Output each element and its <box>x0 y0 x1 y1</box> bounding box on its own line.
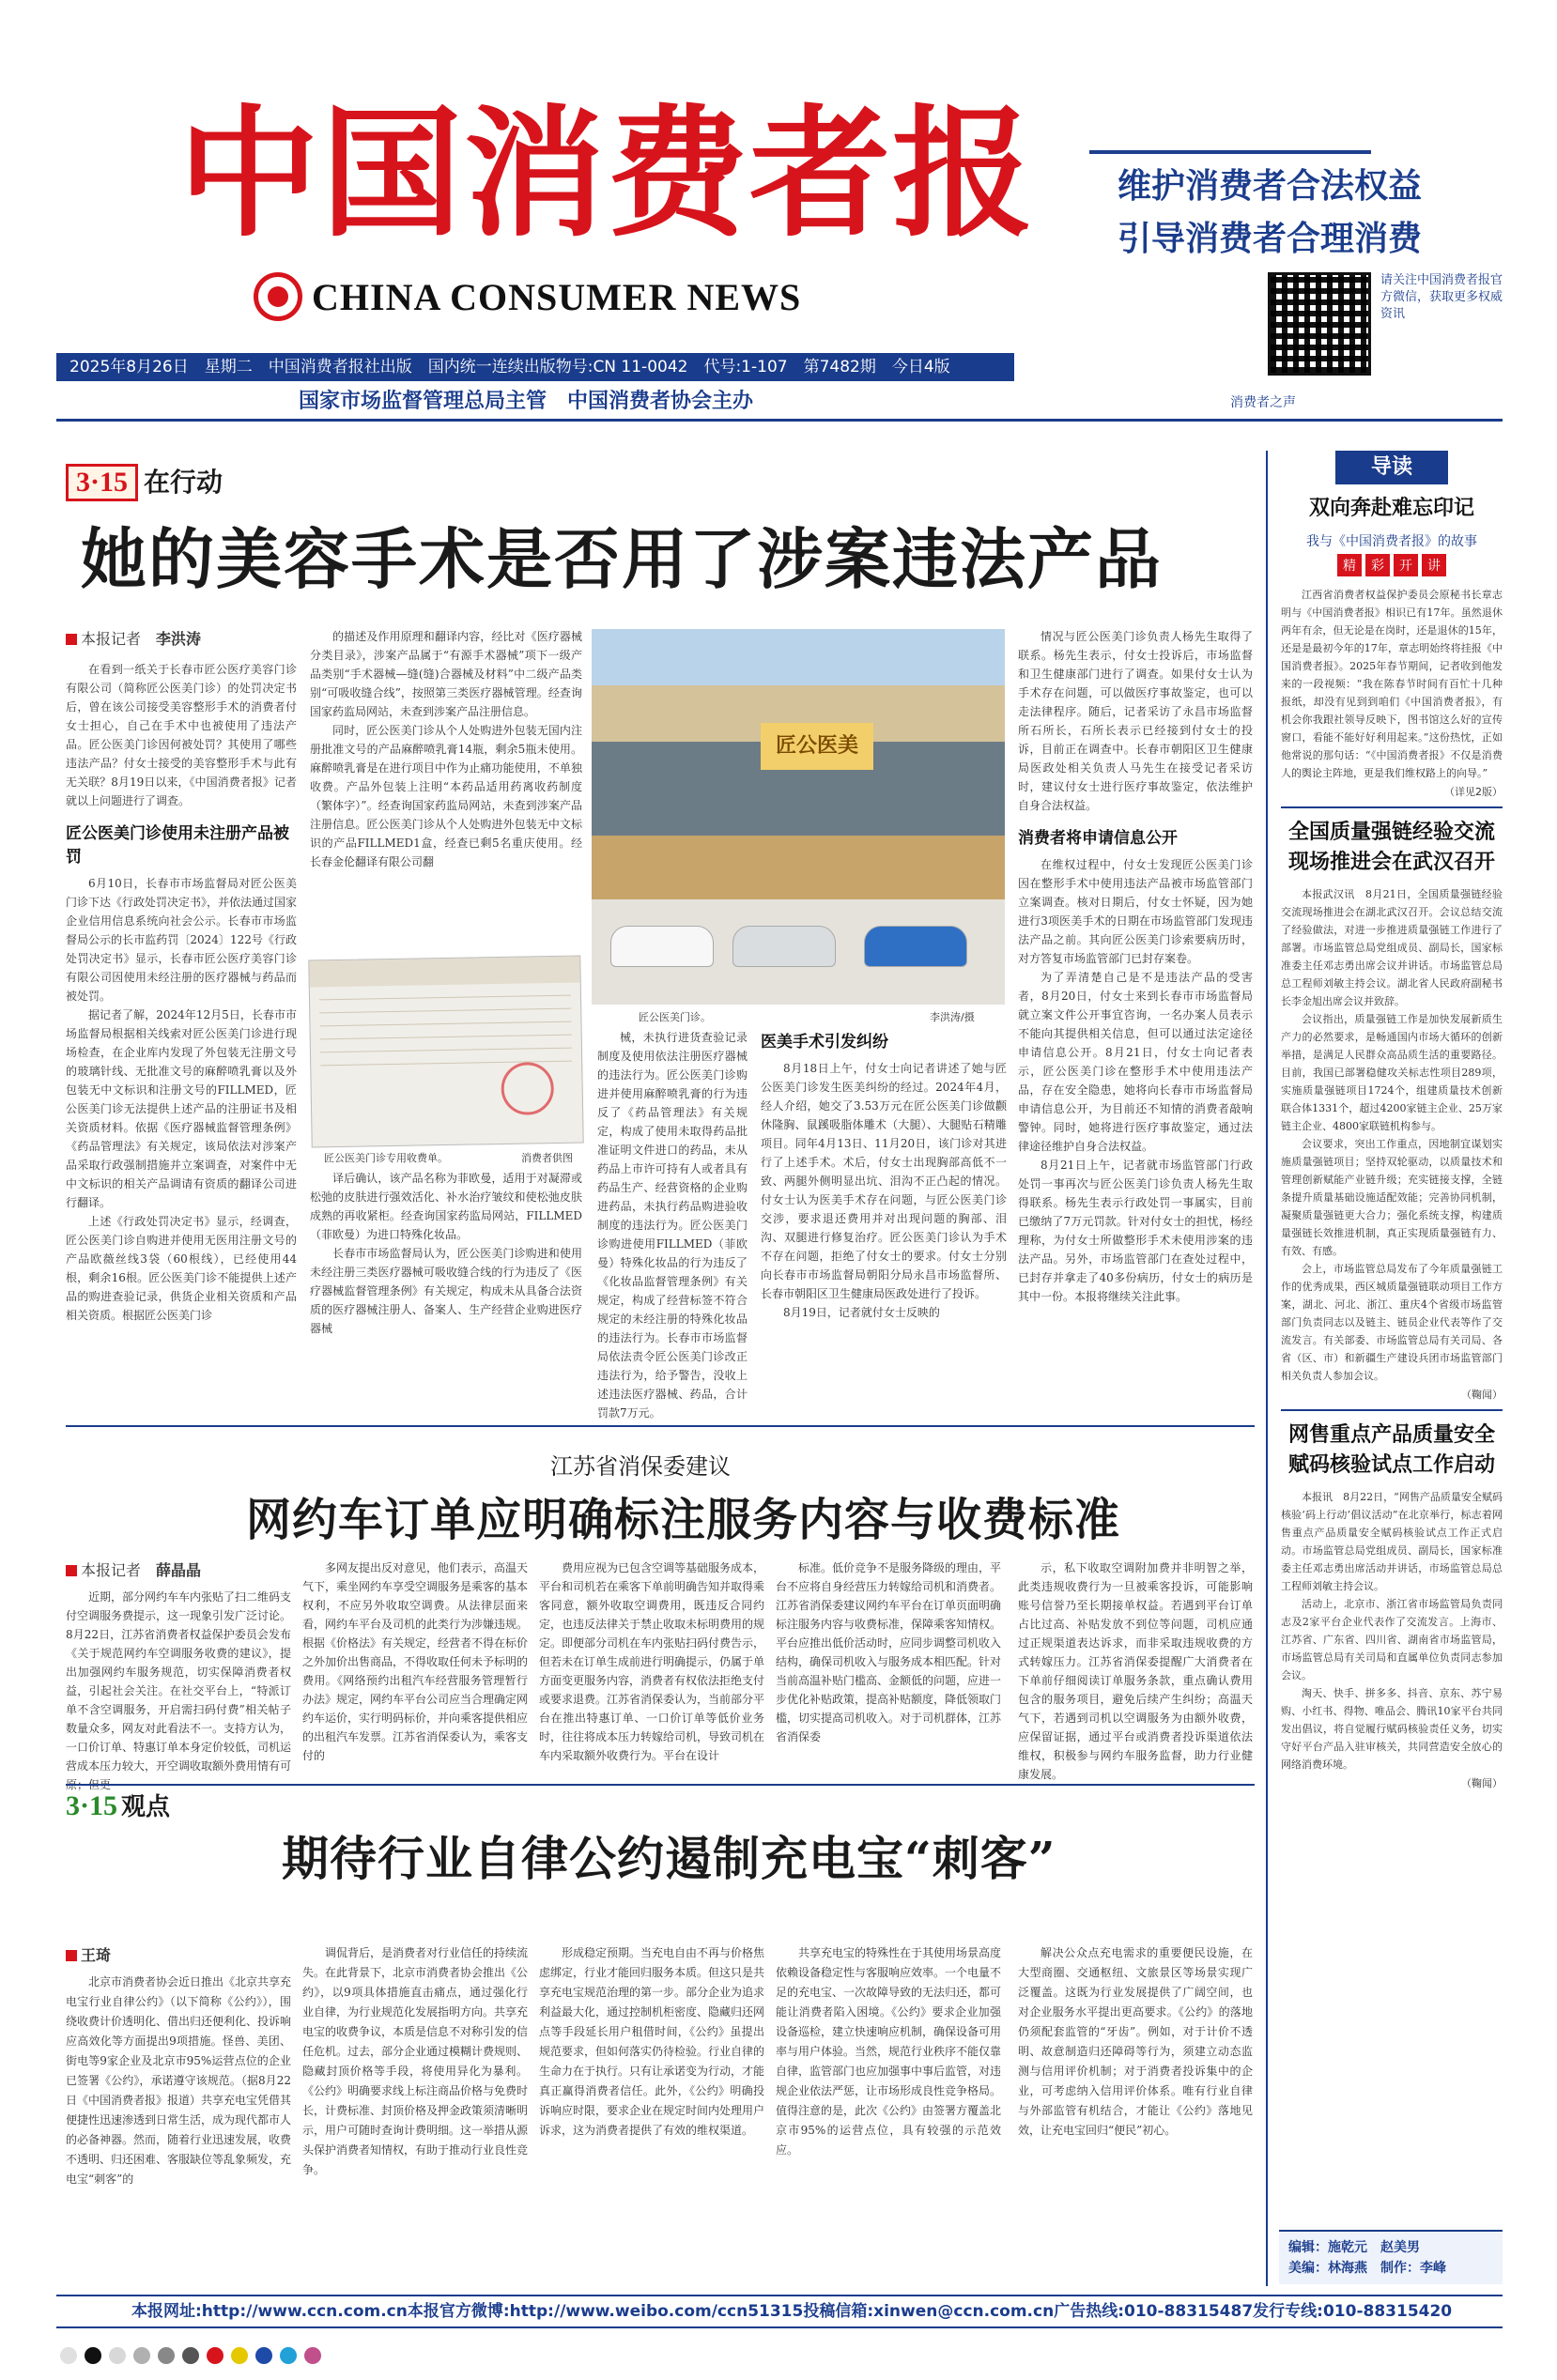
digest-item-1-title[interactable]: 双向奔赴难忘印记 <box>1308 497 1474 520</box>
registration-dot <box>85 2347 101 2364</box>
footer-bar <box>56 2295 1503 2328</box>
article2-column-4 <box>776 1559 1001 1774</box>
lead-paragraph: 据记者了解，2024年12月5日，长春市市场监督局根据相关线索对匠公医美门诊进行现场检查，在企业库内发现了外包装无注册文号的玻璃针线、无批准文号的麻醉喷乳膏以及外包装无中文标识和注册文号的FILLMED，匠公医美门诊无法提供上述产品的注册证书及相关资质材料。依据《医疗器械监督管理条例》《药品管理法》有关规定，该局依法对涉案产品采取行政强制措施并立案调查，对案件中无中文标识的相关产品调请有资质的翻译公司进行翻译。 <box>66 1008 297 1209</box>
registration-dot <box>158 2347 175 2364</box>
registration-dot <box>255 2347 272 2364</box>
lead-paragraph: 6月10日，长春市市场监督局对匠公医美门诊下达《行政处罚决定书》，并依法通过国家企业信用信息系统向社会公示。长春市市场监督局公示的长市监药罚〔2024〕122号《行政处罚决定书》显示，长春市匠公医疗美容门诊有限公司因使用未经注册的医疗器械与药品而被处罚。 <box>66 877 298 1003</box>
lead-paragraph: 为了弄清楚自己是不是违法产品的受害者，8月20日，付女士来到长春市市场监督局就立案文件公开事宜咨询，一名办案人员表示不能向其提供相关信息，但可以通过法定途径申请信息公开。8月21日，付女士向记者表示，匠公医美门诊在整形手术中使用违法产品，存在安全隐患，她将向长春市市场监督局申请信息公开，为目前还不知情的消费者敲响警钟。同时，她将进行医疗事故鉴定，通过法律途径维护自身合法权益。 <box>1018 971 1253 1153</box>
article2-column-3 <box>539 1559 764 1774</box>
article3-paragraph: 形成稳定预期。当充电自由不再与价格焦虑绑定，行业才能回归服务本质。但这只是共享充电宝规范治理的第一步。部分企业为追求利益最大化，通过控制机柜密度、隐藏归还网点等手段延长用户租借时间，《公约》虽提出规范要求，但如何落实仍待检验。行业自律的生命力在于执行。只有让承诺变为行动，才能真正赢得消费者信任。此外，《公约》明确投诉响应时限，要求企业在规定时间内处理用户诉求，这为消费者提供了有效的维权渠道。 <box>539 1946 765 2137</box>
article2-paragraph: 费用应视为已包含空调等基础服务成本，平台和司机若在乘客下单前明确告知并取得乘客同意，额外收取空调费用，既违反合同约定，也违反法律关于禁止收取未标明费用的规定。即便部分司机在车内张贴扫码付费告示，但若未在订单生成前进行明确提示，仍属于单方面变更服务内容，消费者有权依法拒绝支付或要求退费。江苏省消保委认为，当前部分平台在推出特惠订单、一口价订单等低价业务时，往往将成本压力转嫁给司机，导致司机在车内采取额外收费行为。平台在设计 <box>539 1561 765 1762</box>
digest-label: 导读 <box>1335 451 1448 484</box>
badge: 讲 <box>1422 554 1446 576</box>
byline-marker-icon <box>66 1565 77 1576</box>
lead-byline <box>66 627 297 649</box>
lead-paragraph: 同时，匠公医美门诊从个人处购进外包装无国内注册批准文号的产品麻醉喷乳膏14瓶，剩余5瓶未使用。麻醉喷乳膏是在进行项目中作为止痛功能使用，不单独收费。产品外包装上注明“本药品适用药离收药制度（繁体字）”。经查询国家药监局网站，未查到涉案产品注册信息。匠公医美门诊从个人处购进外包装无中文标识的产品FILLMED1盒，经查已剩5名重庆使用。经长春金伦翻译有限公司翻 <box>310 724 582 868</box>
article3-byline <box>66 1943 291 1965</box>
clinic-sign: 匠公医美 <box>761 723 873 770</box>
receipt-caption: 匠公医美门诊专用收费单。 <box>324 1152 448 1164</box>
article2-paragraph: 标准。低价竞争不是服务降级的理由，平台不应将自身经营压力转嫁给司机和消费者。江苏省消保委建议网约车平台在订单页面明确标注服务内容与收费标准，保障乘客知情权。平台应推出低价活动时，应同步调整司机收入结构，确保司机收入与服务成本相匹配。针对当前高温补贴门槛高、金额低的问题，应进一步优化补贴政策，提高补贴额度，降低领取门槛，切实提高司机收入。对于司机群体，江苏省消保委 <box>776 1561 1002 1743</box>
story-series-label: 我与《中国消费者报》的故事 <box>1306 534 1477 549</box>
lead-column-3a <box>597 1028 748 1420</box>
lead-paragraph: 8月18日上午，付女士向记者讲述了她与匠公医美门诊发生医美纠纷的经过。2024年4月，经人介绍，她交了3.53万元在匠公医美门诊做颧休隆胸、鼠蹊吸脂体雕术（大腿）、大腿贴石精雕项目。同年4月13日、11月20日，该门诊对其进行了上述手术。术后，付女士出现胸部高低不一致、两腿外侧明显出坑、泪沟不正凸起的情况。付女士认为医美手术存在问题，与匠公医美门诊交涉，要求退还费用并对出现问题的胸部、泪沟、双腿进行修复治疗。匠公医美门诊认为手术不存在问题，拒绝了付女士的要求。付女士分别向长春市市场监督局朝阳分局永昌市场监督所、长春市朝阳区卫生健康局医政处进行了投诉。 <box>761 1062 1007 1300</box>
footer-email-link[interactable]: 投稿信箱:xinwen@ccn.com.cn <box>803 2302 1055 2321</box>
sidebar-digest <box>1266 451 1503 2286</box>
registration-dot <box>280 2347 297 2364</box>
footer-weibo-link[interactable]: 本报官方微博:http://www.weibo.com/ccn51315 <box>407 2302 804 2321</box>
qr-note: 请关注中国消费者报官方微信，获取更多权威资讯 <box>1380 273 1503 321</box>
editor-line: 编辑：施乾元 赵美男 <box>1288 2240 1420 2255</box>
sidebar-divider <box>1281 806 1503 808</box>
byline-name: 李洪涛 <box>156 630 202 648</box>
lead-column-2-top <box>310 627 582 946</box>
lead-subhead-2: 医美手术引发纠纷 <box>761 1033 888 1052</box>
clinic-photo-caption: 匠公医美门诊。 <box>639 1011 711 1023</box>
tag-315: 3·15 <box>66 464 138 501</box>
car-shape <box>732 926 836 967</box>
article2-paragraph: 近期，部分网约车车内张贴了扫二维码支付空调服务费提示，这一现象引发广泛讨论。8月22日，江苏省消费者权益保护委员会发布《关于规范网约车空调服务收费的建议》，提出加强网约车服务规范，切实保障消费者权益，引起社会关注。在社交平台上，“特派订单不含空调服务，开启需扫码付费”相关帖子数量众多，网友对此看法不一。支持方认为，一口价订单、特惠订单本身定价较低，司机运营成本压力较大，开空调收取额外费用情有可原；但更 <box>66 1590 292 1791</box>
section-divider <box>66 1784 1255 1786</box>
digest-item-2-body: 会上，市场监管总局发布了今年质量强链工作的优秀成果，西区城质量强链联动项目工作方案，湖北、河北、浙江、重庆4个省级市场监管部门负责同志以及链主、链员企业代表等作了交流发言。有关部委、市场监管总局有关司局、各省（区、市）和新疆生产建设兵团市场监管部门相关负责人参加会议。 <box>1281 1263 1503 1382</box>
article3-paragraph: 共享充电宝的特殊性在于其使用场景高度依赖设备稳定性与客服响应效率。一个电量不足的充电宝、一次故障导致的无法归还，都可能让消费者陷入困境。《公约》要求企业加强设备巡检，建立快速响应机制，确保设备可用率与用户体验。当然，规范行业秩序不能仅靠自律，监管部门也应加强事中事后监管，对违规企业依法严惩，让市场形成良性竞争格局。值得注意的是，此次《公约》由签署方覆盖北京市95%的运营点位，具有较强的示范效应。 <box>776 1946 1002 2157</box>
byline-name: 王琦 <box>81 1946 112 1964</box>
registration-dot <box>109 2347 126 2364</box>
article2-paragraph: 示，私下收取空调附加费并非明智之举，此类违规收费行为一旦被乘客投诉，可能影响账号信誉乃至长期接单权益。若遇到平台订单占比过高、补贴发放不到位等问题，司机应通过正规渠道表达诉求，而非采取违规收费的方式转嫁压力。江苏省消保委提醒广大消费者在下单前仔细阅读订单服务条款，重点确认费用包含的服务项目，避免后续产生纠纷；高温天气下，若遇到司机以空调服务为由额外收费，应保留证据，通过平台或消费者投诉渠道依法维权，积极参与网约车服务监督，助力行业健康发展。 <box>1018 1561 1253 1781</box>
badge: 开 <box>1394 554 1418 576</box>
digest-item-2-body: 本报武汉讯 8月21日，全国质量强链经验交流现场推进会在湖北武汉召开。会议总结交流了经验做法，对进一步推进质量强链工作进行了部署。市场监管总局党组成员、副局长，国家标准委主任邓志勇出席会议并讲话。市场监管总局总工程师刘敏主持会议。湖北省人民政府副秘书长李金旭出席会议并致辞。 <box>1281 888 1503 1007</box>
slogan-line-1: 维护消费者合法权益 <box>1118 166 1423 206</box>
masthead-rule <box>56 419 1503 422</box>
editor-credits <box>1279 2230 1503 2284</box>
source-note: （鞠闻） <box>1461 1389 1503 1401</box>
article3-paragraph: 解决公众点充电需求的重要便民设施，在大型商圈、交通枢纽、文旅景区等场景实现广泛覆盖。这既为行业发展提供了广阔空间，也对企业服务水平提出更高要求。《公约》的落地仍须配套监管的“牙齿”。例如，对于计价不透明、故意制造归还障碍等行为，须建立动态监测与信用评价机制；对于消费者投诉集中的企业，可考虑纳入信用评价体系。唯有行业自律与外部监管有机结合，才能让《公约》落地见效，让充电宝回归“便民”初心。 <box>1018 1946 1253 2137</box>
lead-paragraph: 上述《行政处罚决定书》显示，经调查，匠公医美门诊自购进并使用无医用注册文号的产品欧薇丝线3袋（60根线），已经使用44根，剩余16根。匠公医美门诊不能提供上述产品的购进查验记录，供货企业相关资质和产品相关资质。根据匠公医美门诊 <box>66 1215 297 1322</box>
article2-byline <box>66 1559 291 1580</box>
clinic-photo-credit: 李洪涛/摄 <box>930 1011 975 1023</box>
qr-caption: 消费者之声 <box>1230 395 1296 410</box>
slogan-line-2: 引导消费者合理消费 <box>1118 219 1423 258</box>
byline-label: 本报记者 <box>81 1561 142 1579</box>
article3-headline[interactable]: 期待行业自律公约遏制充电宝“刺客” <box>282 1831 1056 1886</box>
digest-item-1-body: 江西省消费者权益保护委员会原秘书长章志明与《中国消费者报》相识已有17年。虽然退休两年有余，但无论是在岗时，还是退休的15年，还是是最初今年的17年，章志明始终将挂报《中国消费者报》。2025年春节期间，记者收到他发来的一段视频：“我在陈春节时间有百忙十几种报纸，却没有见到到咱们《中国消费者报》，有机会你我跟社领导反映下，图书馆这么好的宣传窗口，看能不能好好利用起来。”这份热忱，正如他常说的那句话：“《中国消费者报》不仅是消费人的舆论主阵地，更是我们维权路上的向导。” <box>1281 589 1503 779</box>
lead-column-1 <box>66 627 297 1416</box>
editor-line: 美编：林海燕 制作：李峰 <box>1288 2261 1446 2276</box>
byline-name: 薛晶晶 <box>156 1561 202 1579</box>
badge: 彩 <box>1365 554 1390 576</box>
tag-word: 观点 <box>121 1793 171 1821</box>
story-badges <box>1281 554 1503 576</box>
tag-315: 3·15 <box>66 1790 118 1821</box>
digest-item-2-body: 会议要求，突出工作重点，因地制宜谋划实施质量强链项目；坚持双轮驱动，以质量技术和管理创新赋能产业链升级；充实链接支撑，全链条提升质量基础设施适配效能；完善协同机制，凝聚质量强链更大合力；强化系统支撑，构建质量强链长效推进机制，真正实现质量强链有力、有效、有感。 <box>1281 1138 1503 1257</box>
badge: 精 <box>1337 554 1362 576</box>
registration-dot <box>231 2347 248 2364</box>
article3-column-2 <box>302 1943 528 2286</box>
digest-item-3-body: 本报讯 8月22日，“网售产品质量安全赋码核验‘码上行动’倡议活动”在北京举行，标志着网售重点产品质量安全赋码核验试点工作正式启动。市场监管总局党组成员、副局长，国家标准委主任邓志勇出席活动并讲话，市场监管总局总工程师刘敏主持会议。 <box>1281 1491 1503 1592</box>
receipt-credit: 消费者供图 <box>521 1152 573 1164</box>
clinic-photo <box>592 629 1005 1005</box>
lead-headline[interactable]: 她的美容手术是否用了涉案违法产品 <box>81 520 1163 598</box>
masthead-subtitle <box>254 272 801 321</box>
receipt-photo <box>308 955 583 1147</box>
registration-dot <box>60 2347 77 2364</box>
registration-dot <box>207 2347 224 2364</box>
lead-paragraph: 情况与匠公医美门诊负责人杨先生取得了联系。杨先生表示，付女士投诉后，市场监督和卫生健康部门进行了调查。如果付女士认为手术存在问题，可以做医疗事故鉴定，也可以走法律程序。随后，记者采访了永昌市场监督所石所长，石所长表示已经接到付女士的投诉，目前正在调查中。长春市朝阳区卫生健康局医政处相关负责人马先生在接受记者采访时，建议付女士进行医疗事故鉴定，依法维护自身合法权益。 <box>1018 630 1253 812</box>
footer-website-link[interactable]: 本报网址:http://www.ccn.com.cn <box>131 2302 408 2321</box>
lead-paragraph: 在看到一纸关于长春市匠公医疗美容门诊有限公司（简称匠公医美门诊）的处罚决定书后，曾在该公司接受美容整形手术的消费者付女士担心，自己在手术中也被使用了违法产品。匠公医美门诊因何被处罚？其使用了哪些违法产品？付女士接受的美容整形手术与此有无关联？8月19日以来，《中国消费者报》记者就以上问题进行了调查。 <box>66 663 297 807</box>
article3-column-4 <box>776 1943 1001 2286</box>
slogan <box>1118 160 1422 265</box>
sidebar-divider <box>1281 1409 1503 1411</box>
article2-column-2 <box>302 1559 528 1774</box>
lead-subhead-1: 匠公医美门诊使用未注册产品被罚 <box>66 824 289 867</box>
footer-distribution-phone: 发行专线:010-88315420 <box>1253 2302 1453 2321</box>
article3-paragraph: 北京市消费者协会近日推出《北京共享充电宝行业自律公约》（以下简称《公约》），围绕收费计价透明化、借出归还便利化、投诉响应高效化等方面提出9项措施。怪兽、美团、街电等9家企业及北京市95%运营点位的企业已签署《公约》，承诺遵守该规范。（据8月22日《中国消费者报》报道）共享充电宝凭借其便捷性迅速渗透到日常生活，成为现代都市人的必备神器。然而，随着行业迅速发展，收费不透明、归还困难、客服缺位等乱象频发，充电宝“刺客”的 <box>66 1975 292 2186</box>
slogan-box <box>1089 131 1503 376</box>
digest-item-3-body: 活动上，北京市、浙江省市场监管局负责同志及2家平台企业代表作了交流发言。上海市、江苏省、广东省、四川省、湖南省市场监管局，市场监管总局有关司局和直属单位负责同志参加会议。 <box>1281 1598 1503 1681</box>
source-note: （鞠闻） <box>1461 1777 1503 1789</box>
lead-column-3b <box>761 1028 1007 1416</box>
registration-dot <box>304 2347 321 2364</box>
slogan-divider <box>1089 150 1371 154</box>
lead-subhead-3: 消费者将申请信息公开 <box>1018 829 1178 848</box>
article3-column-1 <box>66 1943 291 2286</box>
digest-item-3-title[interactable]: 网售重点产品质量安全赋码核验试点工作启动 <box>1287 1423 1495 1477</box>
lead-column-4 <box>1018 627 1253 1416</box>
governed-by: 国家市场监督管理总局主管 中国消费者协会主办 <box>299 390 754 413</box>
color-registration-dots <box>60 2347 321 2364</box>
lead-paragraph: 的描述及作用原理和翻译内容，经比对《医疗器械分类目录》，涉案产品属于“有源手术器械”项下一级产品类别“手术器械—缝(缝)合器械及材料”中二级产品类别“可吸收缝合线”，按照第三类医疗器械管理。经查询国家药监局网站，未查到涉案产品注册信息。 <box>310 630 582 718</box>
byline-marker-icon <box>66 634 77 645</box>
article3-column-3 <box>539 1943 764 2286</box>
digest-item-2-body: 会议指出，质量强链工作是加快发展新质生产力的必然要求，是畅通国内市场大循环的创新举措，是满足人民群众高品质生活的重要路径。目前，我国已部署稳健攻关标志性项目289项，实施质量强链项目1724个，组建质量技术创新联合体1331个，超过4200家链主企业、25万家链主企业、4800家联链机构参与。 <box>1281 1013 1503 1132</box>
lead-section-tag <box>66 462 223 501</box>
car-shape <box>610 926 714 967</box>
digest-item-2-title[interactable]: 全国质量强链经验交流现场推进会在武汉召开 <box>1287 821 1495 874</box>
section-divider <box>66 1425 1255 1427</box>
lead-paragraph: 8月19日，记者就付女士反映的 <box>783 1306 940 1319</box>
tag-word: 在行动 <box>144 467 224 498</box>
dateline-bar: 2025年8月26日 星期二 中国消费者报社出版 国内统一连续出版物号:CN 11-0042 代号:1-107 第7482期 今日4版 <box>56 353 1014 381</box>
article2-kicker: 江苏省消保委建议 <box>550 1453 731 1480</box>
lead-column-2-bottom <box>310 1169 582 1418</box>
newspaper-emblem-icon <box>254 272 302 321</box>
see-page-link[interactable]: （详见2版） <box>1444 786 1503 798</box>
byline-label: 本报记者 <box>81 630 142 648</box>
digest-item-3-body: 淘天、快手、拼多多、抖音、京东、苏宁易购、小红书、得物、唯品会、腾讯10家平台共同发出倡议，将自觉履行赋码核验责任义务，切实守好平台产品入驻审核关，共同营造安全放心的网络消费环境。 <box>1281 1687 1503 1771</box>
footer-ad-phone: 广告热线:010-88315487 <box>1054 2302 1254 2321</box>
article2-headline[interactable]: 网约车订单应明确标注服务内容与收费标准 <box>246 1494 1121 1546</box>
registration-dot <box>133 2347 150 2364</box>
lead-paragraph: 译后确认，该产品名称为菲欧曼，适用于对凝滞或松弛的皮肤进行强效活化、补水治疗皱纹和使松弛皮肤成熟的再收紧柜。经查询国家药监局网站，FILLMED（菲欧曼）为进口特殊化妆品。 <box>310 1172 582 1241</box>
registration-dot <box>182 2347 199 2364</box>
article3-section-tag <box>66 1788 170 1822</box>
masthead-title-cn: 中国消费者报 <box>178 91 1036 256</box>
article3-column-5 <box>1018 1943 1253 2286</box>
wechat-qr-code-icon[interactable] <box>1268 272 1371 376</box>
article2-column-1 <box>66 1559 292 1791</box>
seal-stamp-icon <box>501 1062 554 1115</box>
masthead-title-en: CHINA CONSUMER NEWS <box>312 275 802 318</box>
byline-marker-icon <box>66 1950 77 1961</box>
article3-paragraph: 调侃背后，是消费者对行业信任的持续流失。在此背景下，北京市消费者协会推出《公约》，以9项具体措施直击痛点，通过强化行业自律，为行业规范化发展指明方向。共享充电宝的收费争议，本质是信息不对称引发的信任危机。过去，部分企业通过模糊计费规则、隐藏封顶价格等手段，将使用异化为暴利。《公约》明确要求线上标注商品价格与免费时长，计费标准、封顶价格及押金政策须清晰明示，用户可随时查询计费明细。这一举措从源头保护消费者知情权，有助于推动行业良性竞争。 <box>302 1946 529 2176</box>
lead-paragraph: 8月21日上午，记者就市场监管部门行政处罚一事再次与匠公医美门诊负责人杨先生取得联系。杨先生表示行政处罚一事属实，目前已缴纳了7万元罚款。针对付女士的担忧，杨经理称，为付女士所做整形手术未使用涉案的违法产品。另外，市场监管部门在查处过程中，已封存并拿走了40多份病历，付女士的病历是其中一份。本报将继续关注此事。 <box>1018 1159 1253 1303</box>
lead-paragraph: 械，未执行进货查验记录制度及使用依法注册医疗器械的违法行为。匠公医美门诊购进并使用麻醉喷乳膏的行为违反了《药品管理法》有关规定，构成了使用未取得药品批准证明文件进口的药品，未从药品上市许可持有人或者具有药品生产、经营资格的企业购进药品，未执行药品购进验收制度的违法行为。匠公医美门诊购进使用FILLMED（菲欧曼）特殊化妆品的行为违反了《化妆品监督管理条例》有关规定，构成了经营标签不符合规定的未经注册的特殊化妆品的违法行为。长春市市场监督局依法责令匠公医美门诊改正违法行为，给予警告，没收上述违法医疗器械、药品，合计罚款7万元。 <box>597 1031 748 1420</box>
lead-paragraph: 长春市市场监督局认为，匠公医美门诊购进和使用未经注册三类医疗器械可吸收缝合线的行为违反了《医疗器械监督管理条例》有关规定，构成未从具备合法资质的医疗器械注册人、备案人、生产经营企业购进医疗器械 <box>310 1247 582 1335</box>
article2-paragraph: 多网友提出反对意见，他们表示，高温天气下，乘坐网约车享受空调服务是乘客的基本权利，不应另外收取空调费。从法律层面来看，网约车平台及司机的此类行为涉嫌违规。根据《价格法》有关规定，经营者不得在标价之外加价出售商品，不得收取任何未予标明的费用。《网络预约出租汽车经营服务管理暂行办法》规定，网约车平台公司应当合理确定网约车运价，实行明码标价，并向乘客提供相应的出租汽车发票。江苏省消保委认为，乘客支付的 <box>302 1561 529 1762</box>
lead-paragraph: 在维权过程中，付女士发现匠公医美门诊因在整形手术中使用违法产品被市场监管部门立案调查。核对日期后，付女士怀疑，因为她进行3项医美手术的日期在市场监管部门发现违法产品之前。其向匠公医美门诊索要病历时，对方答复市场监管部门已封存案卷。 <box>1018 858 1253 965</box>
car-shape <box>864 926 967 967</box>
article2-column-5 <box>1018 1559 1253 1781</box>
